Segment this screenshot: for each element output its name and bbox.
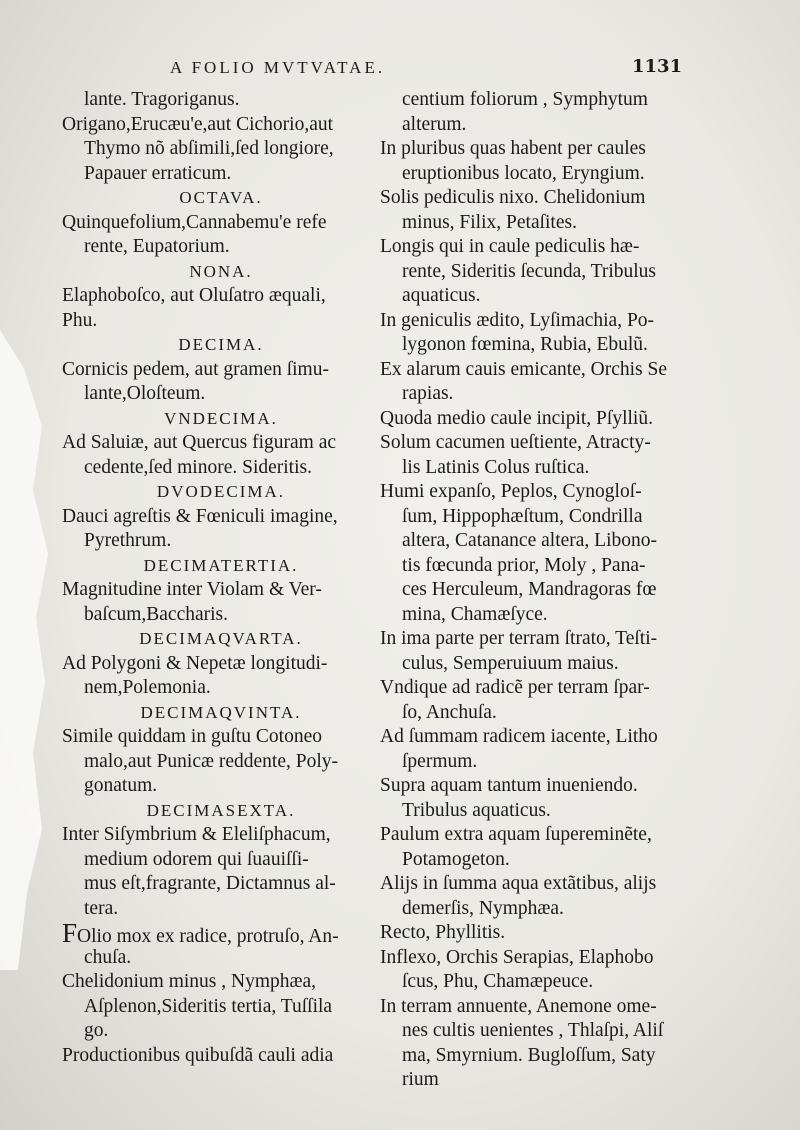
text-line: ſo, Anchuſa. — [402, 701, 497, 723]
text-line: cedente,ſed minore. Sideritis. — [84, 456, 312, 478]
text-line: Recto, Phyllitis. — [380, 922, 506, 943]
text-line: ces Herculeum, Mandragoras fœ — [402, 579, 657, 600]
text-line: Quoda medio caule incipit, Pſylliũ. — [380, 407, 653, 429]
text-line: Aſplenon,Sideritis tertia, Tuſſila — [84, 995, 333, 1017]
text-line: chuſa. — [84, 946, 132, 968]
section-heading: NONA. — [189, 261, 253, 281]
text-line: Simile quiddam in guſtu Cotoneo — [62, 726, 322, 747]
text-line: Solum cacumen ueſtiente, Atracty- — [380, 432, 651, 453]
text-line: go. — [84, 1020, 109, 1041]
section-heading: DECIMAQVINTA. — [140, 702, 302, 722]
text-line: Elaphoboſco, aut Oluſatro æquali, — [62, 285, 326, 306]
text-line: baſcum,Baccharis. — [84, 603, 229, 625]
text-line: malo,aut Punicæ reddente, Poly- — [84, 750, 338, 772]
section-heading: VNDECIMA. — [164, 408, 278, 428]
text-line: Thymo nõ abſimili,ſed longiore, — [84, 138, 334, 159]
text-line: eruptionibus locato, Eryngium. — [402, 162, 645, 184]
section-heading: DECIMASEXTA. — [146, 800, 296, 820]
text-line: mus eſt,fragrante, Dictamnus al- — [84, 873, 336, 894]
text-line: Ad Saluiæ, aut Quercus figuram ac — [62, 432, 337, 453]
text-line: Papauer erraticum. — [84, 162, 232, 184]
text-line: altera, Catanance altera, Libono- — [402, 530, 657, 551]
text-line: gonatum. — [84, 775, 158, 796]
text-line: Alijs in ſumma aqua extãtibus, alijs — [380, 873, 657, 894]
text-line: Paulum extra aquam ſupereminẽte, — [380, 824, 652, 845]
section-heading: DECIMATERTIA. — [143, 555, 299, 575]
text-line: rente, Eupatorium. — [84, 236, 230, 257]
text-line: Ad ſummam radicem iacente, Litho — [380, 726, 658, 747]
text-line: medium odorem qui ſuauiſſi- — [84, 848, 309, 870]
text-line: In pluribus quas habent per caules — [380, 138, 646, 159]
text-line: Supra aquam tantum inueniendo. — [380, 775, 638, 796]
text-line: rium — [402, 1069, 439, 1090]
text-line: Ex alarum cauis emicante, Orchis Se — [380, 358, 667, 380]
text-line: lante,Oloſteum. — [84, 383, 206, 404]
text-line: Cornicis pedem, aut gramen ſimu- — [62, 358, 329, 380]
text-line: Inflexo, Orchis Serapias, Elaphobo — [380, 946, 654, 968]
text-line: mina, Chamæſyce. — [402, 603, 548, 625]
text-line: Chelidonium minus , Nymphæa, — [62, 971, 317, 992]
right-column — [380, 88, 698, 1093]
text-line: Quinquefolium,Cannabemu'e refe — [62, 211, 327, 233]
text-line: ſcus, Phu, Chamæpeuce. — [402, 971, 594, 992]
text-line: Inter Siſymbrium & Eleliſphacum, — [62, 824, 331, 845]
text-line: Pyrethrum. — [84, 530, 172, 551]
text-line: aquaticus. — [402, 285, 481, 306]
text-line: alterum. — [402, 113, 467, 135]
torn-paper-edge — [0, 330, 60, 970]
text-line: Solis pediculis nixo. Chelidonium — [380, 187, 646, 208]
text-line: minus, Filix, Petaſites. — [402, 211, 577, 233]
text-line: In geniculis ædito, Lyſimachia, Po- — [380, 309, 655, 331]
text-line: culus, Semperuiuum maius. — [402, 652, 619, 674]
text-line: Longis qui in caule pediculis hæ- — [380, 236, 640, 257]
text-line: ſpermum. — [402, 750, 478, 772]
text-line: tera. — [84, 897, 119, 919]
text-line: centium foliorum , Symphytum — [402, 89, 648, 110]
text-line: Potamogeton. — [402, 848, 510, 870]
running-title: A FOLIO MVTVATAE. — [170, 58, 386, 77]
page-number: 1131 — [632, 56, 683, 77]
text-line: Origano,Erucæu'e,aut Cichorio,aut — [62, 113, 334, 135]
section-heading: DECIMA. — [178, 335, 264, 354]
text-line: nes cultis uenientes , Thlaſpi, Aliſ — [402, 1020, 664, 1041]
text-line: ſum, Hippophæſtum, Condrilla — [402, 505, 643, 527]
text-line: ma, Smyrnium. Bugloſſum, Saty — [402, 1044, 656, 1066]
text-line: Phu. — [62, 309, 98, 331]
text-line: FOlio mox ex radice, protruſo, An- — [62, 918, 339, 948]
text-line: rente, Sideritis ſecunda, Tribulus — [402, 260, 657, 282]
text-line: Dauci agreſtis & Fœniculi imagine, — [62, 505, 338, 527]
text-line: Vndique ad radicẽ per terram ſpar- — [380, 677, 650, 698]
text-line: Productionibus quibuſdã cauli adia — [62, 1044, 334, 1066]
text-line: In terram annuente, Anemone ome- — [380, 995, 657, 1017]
left-column — [62, 88, 380, 1068]
section-heading: OCTAVA. — [179, 188, 263, 207]
text-line: lante. Tragoriganus. — [84, 89, 240, 110]
text-line: Humi expanſo, Peplos, Cynogloſ- — [380, 481, 642, 502]
text-line: lygonon fœmina, Rubia, Ebulũ. — [402, 334, 648, 355]
text-line: Ad Polygoni & Nepetæ longitudi- — [62, 652, 328, 674]
text-line: Magnitudine inter Violam & Ver- — [62, 579, 322, 600]
text-line: lis Latinis Colus ruſtica. — [402, 456, 590, 478]
text-line: In ima parte per terram ſtrato, Teſti- — [380, 628, 658, 649]
text-line: rapias. — [402, 383, 454, 404]
text-line: demerſis, Nymphæa. — [402, 897, 564, 919]
text-line: tis fœcunda prior, Moly , Pana- — [402, 554, 646, 576]
text-line: Tribulus aquaticus. — [402, 799, 551, 821]
section-heading: DECIMAQVARTA. — [139, 629, 303, 648]
section-heading: DVODECIMA. — [156, 482, 286, 501]
text-line: nem,Polemonia. — [84, 677, 211, 698]
